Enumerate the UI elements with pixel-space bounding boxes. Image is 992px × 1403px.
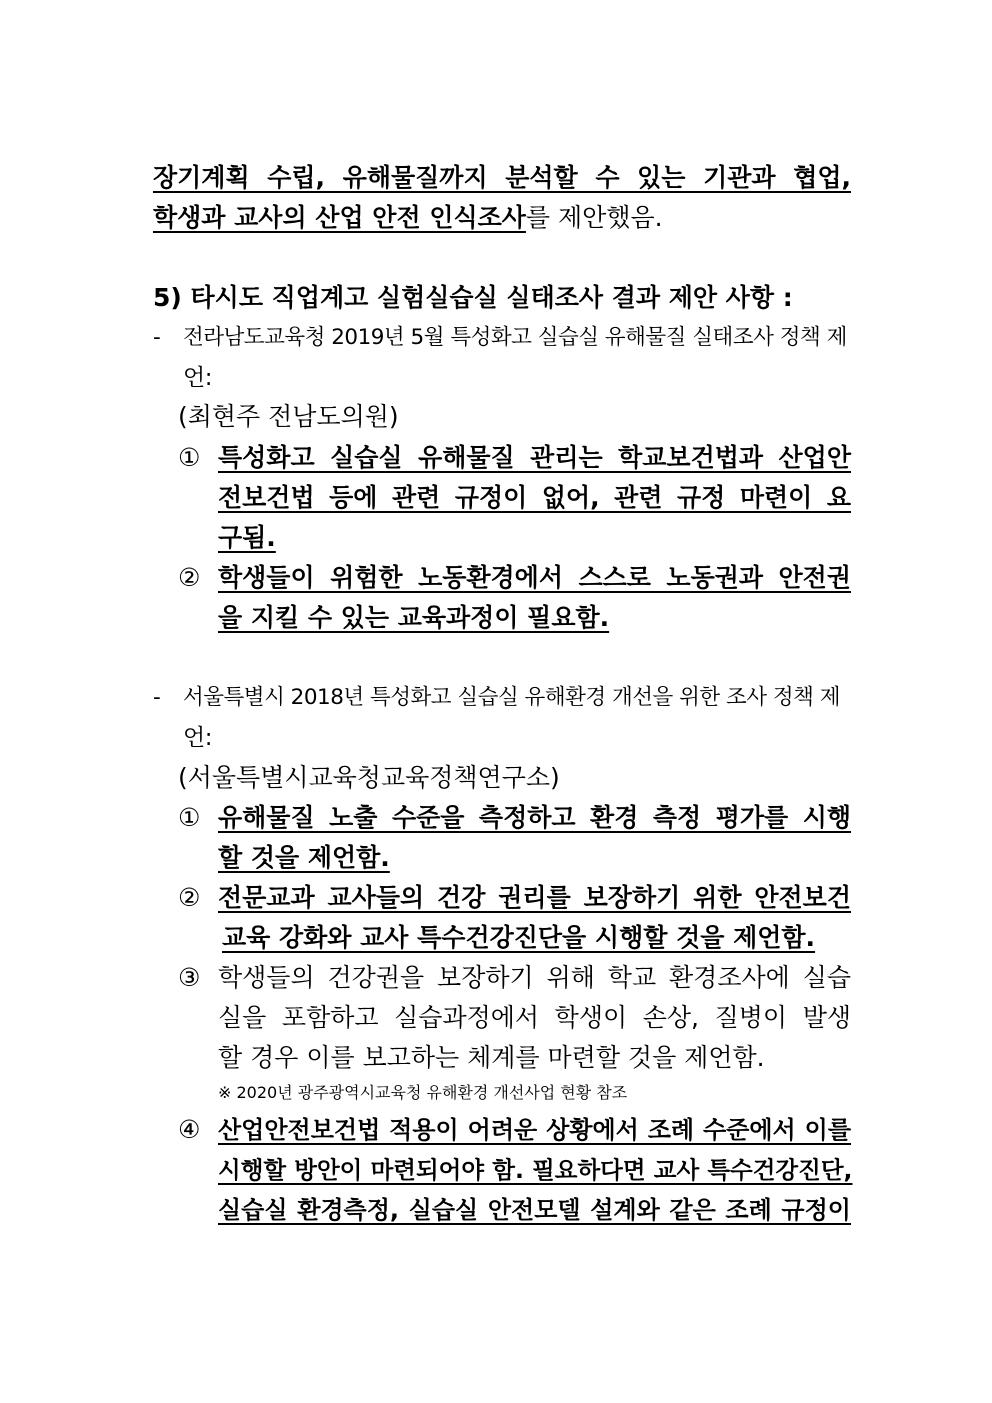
seoul-title-line-1 xyxy=(153,683,851,713)
jeonnam-item-2-number: ② xyxy=(178,563,201,592)
jeonnam-title-line-2: 언: xyxy=(183,365,212,391)
seoul-item-2-number: ② xyxy=(178,883,201,912)
seoul-item-3-note: ※ 2020년 광주광역시교육청 유해환경 개선사업 현황 참조 xyxy=(218,1083,628,1102)
jeonnam-title-line-1 xyxy=(153,323,851,353)
seoul-item-2-line-1 xyxy=(218,883,851,913)
seoul-item-3-line-3: 할 경우 이를 보고하는 체계를 마련할 것을 제언함. xyxy=(218,1043,765,1072)
seoul-author: (서울특별시교육청교육정책연구소) xyxy=(178,763,560,792)
intro-line-1-text: 장기계획 수립, 유해물질까지 분석할 수 있는 기관과 협업, xyxy=(153,163,851,192)
section-5-heading: 5) 타시도 직업계고 실험실습실 실태조사 결과 제안 사항 : xyxy=(153,283,793,312)
jeonnam-item-1-line-3: 구됨. xyxy=(218,523,276,552)
seoul-item-3-line-1 xyxy=(218,963,851,993)
intro-line-2 xyxy=(153,203,663,233)
intro-line-2-underlined: 학생과 교사의 산업 안전 인식조사 xyxy=(153,203,526,232)
seoul-title-text-1: 서울특별시 2018년 특성화고 실습실 유해환경 개선을 위한 조사 정책 제 xyxy=(183,685,840,710)
seoul-item-2-line-2: 교육 강화와 교사 특수건강진단을 시행할 것을 제언함. xyxy=(222,923,816,952)
jeonnam-item-2-line-2: 을 지킬 수 있는 교육과정이 필요함. xyxy=(218,603,610,632)
seoul-item-4-text-2: 시행할 방안이 마련되어야 함. 필요하다면 교사 특수건강진단, xyxy=(218,1156,853,1184)
seoul-bullet: - xyxy=(153,685,161,710)
seoul-item-4-line-3 xyxy=(218,1195,851,1225)
jeonnam-item-2-line-1 xyxy=(218,563,851,593)
seoul-item-4-line-2 xyxy=(218,1155,851,1185)
jeonnam-item-1-line-2 xyxy=(218,483,851,513)
seoul-item-3-line-2 xyxy=(218,1003,851,1033)
jeonnam-item-2-text-1: 학생들이 위험한 노동환경에서 스스로 노동권과 안전권 xyxy=(218,563,851,592)
seoul-item-1-line-2: 할 것을 제언함. xyxy=(218,843,390,872)
jeonnam-author: (최현주 전남도의원) xyxy=(178,402,399,431)
seoul-item-4-text-3: 실습실 환경측정, 실습실 안전모델 설계와 같은 조례 규정이 xyxy=(218,1196,851,1224)
jeonnam-title-text-1: 전라남도교육청 2019년 5월 특성화고 실습실 유해물질 실태조사 정책 제 xyxy=(183,325,847,350)
seoul-title-line-2: 언: xyxy=(183,725,212,751)
seoul-item-4-text-1: 산업안전보건법 적용이 어려운 상황에서 조례 수준에서 이를 xyxy=(218,1116,851,1144)
jeonnam-item-1-line-1 xyxy=(218,443,851,473)
jeonnam-bullet: - xyxy=(153,325,161,350)
jeonnam-item-1-number: ① xyxy=(178,443,201,472)
seoul-item-3-text-1: 학생들의 건강권을 보장하기 위해 학교 환경조사에 실습 xyxy=(218,963,851,992)
seoul-item-2-text-1: 전문교과 교사들의 건강 권리를 보장하기 위한 안전보건 xyxy=(218,883,851,912)
seoul-item-4-number: ④ xyxy=(178,1115,201,1144)
seoul-item-1-line-1 xyxy=(218,803,851,833)
jeonnam-item-1-text-1: 특성화고 실습실 유해물질 관리는 학교보건법과 산업안 xyxy=(218,443,851,472)
seoul-item-1-text-1: 유해물질 노출 수준을 측정하고 환경 측정 평가를 시행 xyxy=(218,803,851,832)
intro-line-2-rest: 를 제안했음. xyxy=(525,203,663,232)
seoul-item-3-text-2: 실을 포함하고 실습과정에서 학생이 손상, 질병이 발생 xyxy=(218,1003,851,1032)
seoul-item-4-line-1 xyxy=(218,1115,851,1145)
seoul-item-3-number: ③ xyxy=(178,963,201,992)
intro-line-1 xyxy=(153,163,851,193)
jeonnam-item-1-text-2: 전보건법 등에 관련 규정이 없어, 관련 규정 마련이 요 xyxy=(218,483,851,512)
seoul-item-1-number: ① xyxy=(178,803,201,832)
